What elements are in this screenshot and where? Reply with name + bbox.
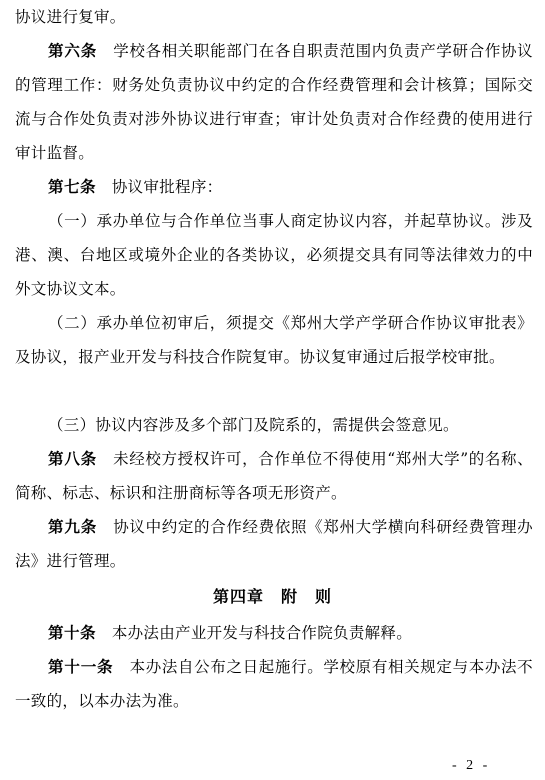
article-8-label: 第八条 <box>48 450 97 468</box>
article-9-label: 第九条 <box>48 518 98 536</box>
article-11-paragraph <box>15 650 533 718</box>
article-9-text: 协议中约定的合作经费依照《郑州大学横向科研经费管理办法》进行管理。 <box>15 518 533 570</box>
chapter-4-heading: 第四章 附 则 <box>212 587 332 606</box>
article-7-paragraph <box>15 170 533 204</box>
article-7-item-1: （一）承办单位与合作单位当事人商定协议内容，并起草协议。涉及港、澳、台地区或境外企业的各类协议，必须提交具有同等法律效力的中外文协议文本。 <box>15 212 533 298</box>
article-11-label: 第十一条 <box>48 658 114 676</box>
article-10-text: 本办法由产业开发与科技合作院负责解释。 <box>111 624 413 642</box>
page-number: - 2 - <box>452 758 491 773</box>
article-6-paragraph <box>15 34 533 170</box>
article-6-text: 学校各相关职能部门在各自职责范围内负责产学研合作协议的管理工作：财务处负责协议中约定的合作经费管理和会计核算；国际交流与合作处负责对涉外协议进行审查；审计处负责对合作经费的使用进行审计监督。 <box>15 42 533 162</box>
article-10-paragraph <box>15 616 533 650</box>
article-8-paragraph <box>15 442 533 510</box>
article-7-label: 第七条 <box>48 178 97 196</box>
article-6-label: 第六条 <box>48 42 98 60</box>
article-7-item-3: （三）协议内容涉及多个部门及院系的，需提供会签意见。 <box>48 416 459 434</box>
article-7-text: 协议审批程序： <box>111 178 223 196</box>
continuation-paragraph: 协议进行复审。 <box>15 8 126 26</box>
article-10-label: 第十条 <box>48 624 97 642</box>
article-7-item-2: （二）承办单位初审后，须提交《郑州大学产学研合作协议审批表》及协议，报产业开发与科技合作院复审。协议复审通过后报学校审批。 <box>15 314 533 366</box>
article-11-text: 本办法自公布之日起施行。学校原有相关规定与本办法不一致的，以本办法为准。 <box>15 658 533 710</box>
article-9-paragraph <box>15 510 533 578</box>
article-8-text: 未经校方授权许可，合作单位不得使用“郑州大学”的名称、简称、标志、标识和注册商标等各项无形资产。 <box>15 450 533 502</box>
